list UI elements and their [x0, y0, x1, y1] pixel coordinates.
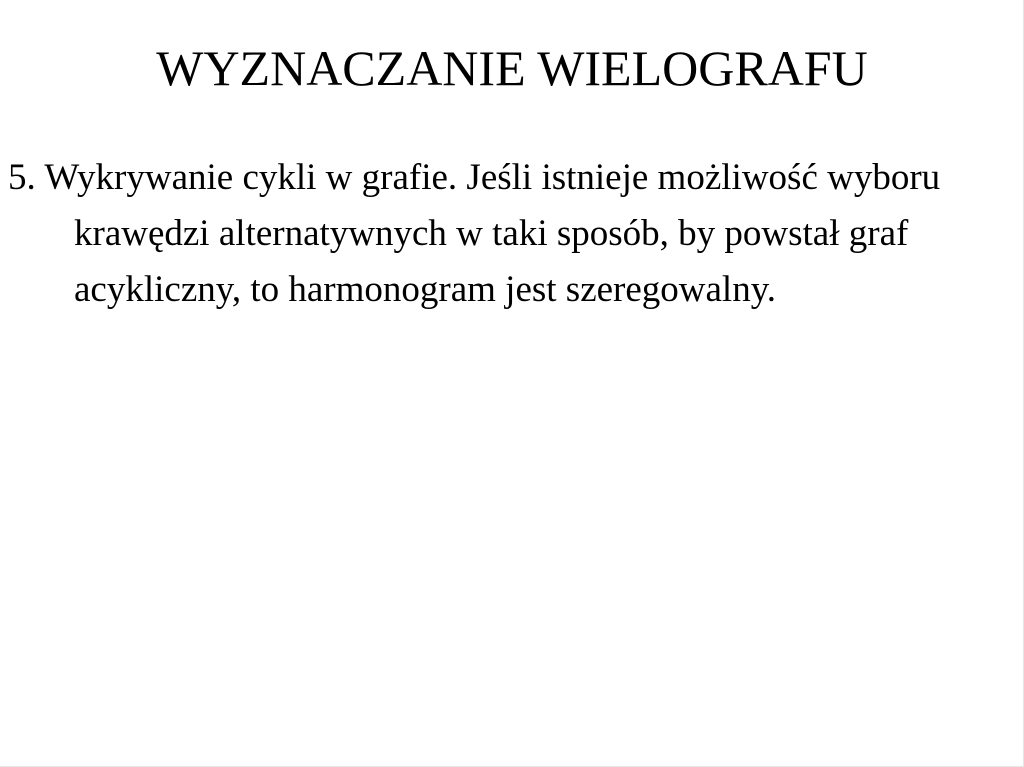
body-paragraph: 5. Wykrywanie cykli w grafie. Jeśli istnieje możliwość wyboru krawędzi alternatywnych w taki sposób, by powstał graf acykliczny, to harmonogram jest szeregowalny.: [8, 157, 941, 310]
slide-body: [8, 150, 998, 318]
slide-title: WYZNACZANIE WIELOGRAFU: [156, 40, 868, 96]
